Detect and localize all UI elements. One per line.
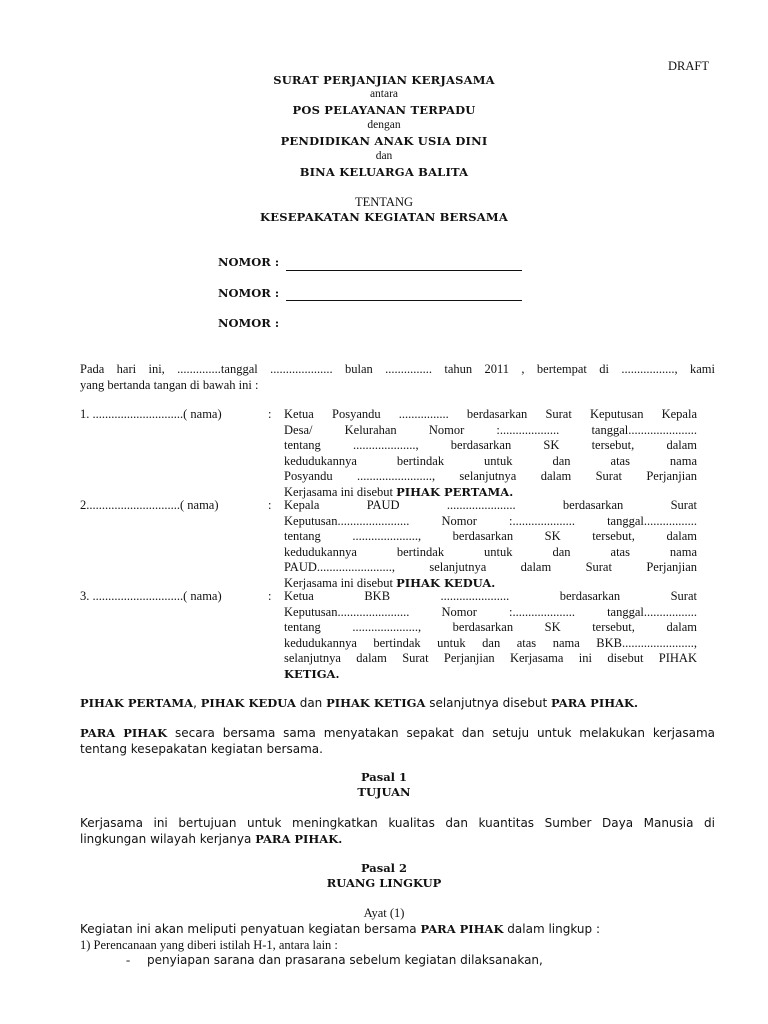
party-1-line: tentang ...................., berdasarkan SK tersebut, dalam: [284, 438, 697, 452]
party-3-line: Keputusan....................... Nomor :.................... tanggal.................: [284, 604, 697, 619]
party-1-line: Desa/ Kelurahan Nomor :................... tanggal......................: [284, 422, 697, 437]
pasal-2-item-1: 1) Perencanaan yang diberi istilah H-1, antara lain :: [80, 938, 338, 952]
party-2-designation: PIHAK KEDUA.: [396, 575, 496, 590]
pasal-1-para-pihak: PARA PIHAK.: [255, 831, 343, 846]
def-pihak-kedua: PIHAK KEDUA: [200, 696, 296, 710]
party-2-line: Kepala PAUD ...................... berdasarkan Surat: [284, 498, 697, 512]
agreement-para-pihak: PARA PIHAK: [80, 726, 168, 740]
party-1-line: Posyandu ........................, selanjutnya dalam Surat Perjanjian: [284, 469, 697, 483]
party-2-colon: :: [268, 498, 272, 512]
party-2-line: kedudukannya bertindak untuk dan atas nama: [284, 544, 697, 559]
party-2-name: 2..............................( nama): [80, 498, 219, 512]
party-1-name: 1. .............................( nama): [80, 407, 222, 421]
def-para-pihak: PARA PIHAK.: [550, 696, 638, 710]
pasal-1-subtitle: TUJUAN: [357, 785, 411, 799]
pasal-2-sub-1: penyiapan sarana dan prasarana sebelum kegiatan dilaksanakan,: [147, 953, 543, 967]
party-2-line: Keputusan....................... Nomor :.................... tanggal.................: [284, 513, 697, 528]
party-2-line: PAUD........................, selanjutnya dalam Surat Perjanjian: [284, 560, 697, 574]
pasal-2-body: [80, 921, 715, 953]
def-pihak-ketiga: PIHAK KETIGA: [326, 696, 426, 710]
party-1-line: Ketua Posyandu ................ berdasarkan Surat Keputusan Kepala: [284, 407, 697, 421]
intro-line-2: yang bertanda tangan di bawah ini :: [80, 377, 259, 392]
party-1-description: [284, 407, 697, 500]
nomor-1-line: [286, 270, 522, 271]
pasal-2-line-1-rest: dalam lingkup :: [503, 922, 600, 936]
def-pihak-pertama: PIHAK PERTAMA: [80, 696, 194, 710]
title-agreement: SURAT PERJANJIAN KERJASAMA: [273, 73, 495, 87]
heading-posyandu: POS PELAYANAN TERPADU: [292, 103, 476, 117]
party-3-line: selanjutnya dalam Surat Perjanjian Kerjasama ini disebut PIHAK: [284, 651, 697, 665]
def-sep-3: selanjutnya disebut: [425, 696, 551, 710]
pasal-2-para-pihak: PARA PIHAK: [420, 922, 504, 936]
nomor-3-label: NOMOR :: [218, 316, 280, 330]
party-3-name: 3. .............................( nama): [80, 589, 222, 603]
party-1-line: kedudukannya bertindak untuk dan atas nama: [284, 453, 697, 468]
heading-subject: KESEPAKATAN KEGIATAN BERSAMA: [260, 210, 508, 224]
intro-paragraph: [80, 362, 715, 393]
agreement-line-1: secara bersama sama menyatakan sepakat dan setuju untuk melakukan kerjasama: [167, 726, 715, 740]
party-3-line: tentang ....................., berdasarkan SK tersebut, dalam: [284, 620, 697, 634]
party-1-designation: PIHAK PERTAMA.: [396, 484, 514, 499]
pasal-2-title: Pasal 2: [360, 861, 408, 875]
pasal-1-title: Pasal 1: [360, 770, 408, 784]
heading-antara: antara: [369, 88, 399, 100]
nomor-1-label: NOMOR :: [218, 255, 280, 269]
pasal-1-body: [80, 816, 715, 847]
heading-bkb: BINA KELUARGA BALITA: [299, 165, 469, 179]
pasal-2-subtitle: RUANG LINGKUP: [326, 876, 442, 890]
party-3-colon: :: [268, 589, 272, 603]
def-sep-1: ,: [193, 696, 201, 710]
pasal-1-line-1: Kerjasama ini bertujuan untuk meningkatkan kualitas dan kuantitas Sumber Daya Manusia di: [80, 816, 715, 830]
party-1-last-text: Kerjasama ini disebut: [284, 484, 397, 499]
nomor-2-line: [286, 300, 522, 301]
para-pihak-definition: [80, 696, 715, 712]
party-3-description: [284, 589, 697, 682]
pasal-2-line-1: Kegiatan ini akan meliputi penyatuan kegiatan bersama: [80, 922, 421, 936]
party-3-designation: KETIGA.: [284, 666, 340, 681]
heading-tentang: TENTANG: [354, 195, 413, 209]
draft-label: DRAFT: [668, 59, 709, 73]
party-2-line: tentang ....................., berdasarkan SK tersebut, dalam: [284, 529, 697, 543]
pasal-2-dash: -: [126, 953, 131, 967]
pasal-2-ayat: Ayat (1): [363, 906, 405, 920]
party-3-line: Ketua BKB ...................... berdasarkan Surat: [284, 589, 697, 603]
nomor-2-label: NOMOR :: [218, 286, 280, 300]
def-sep-2: dan: [295, 696, 327, 710]
intro-line-1: Pada hari ini, ..............tanggal .................... bulan ............... tahun 2011 , bertempat di ................., kami: [80, 362, 715, 376]
heading-dengan: dengan: [367, 119, 401, 131]
party-2-last-text: Kerjasama ini disebut: [284, 575, 397, 590]
party-2-description: [284, 498, 697, 591]
heading-dan: dan: [375, 150, 393, 162]
agreement-line-2: tentang kesepakatan kegiatan bersama.: [80, 741, 323, 756]
pasal-1-line-2: lingkungan wilayah kerjanya: [80, 831, 256, 846]
party-3-line: kedudukannya bertindak untuk dan atas nama BKB.......................,: [284, 635, 697, 650]
party-1-colon: :: [268, 407, 272, 421]
heading-paud: PENDIDIKAN ANAK USIA DINI: [280, 134, 488, 148]
agreement-paragraph: [80, 726, 715, 757]
